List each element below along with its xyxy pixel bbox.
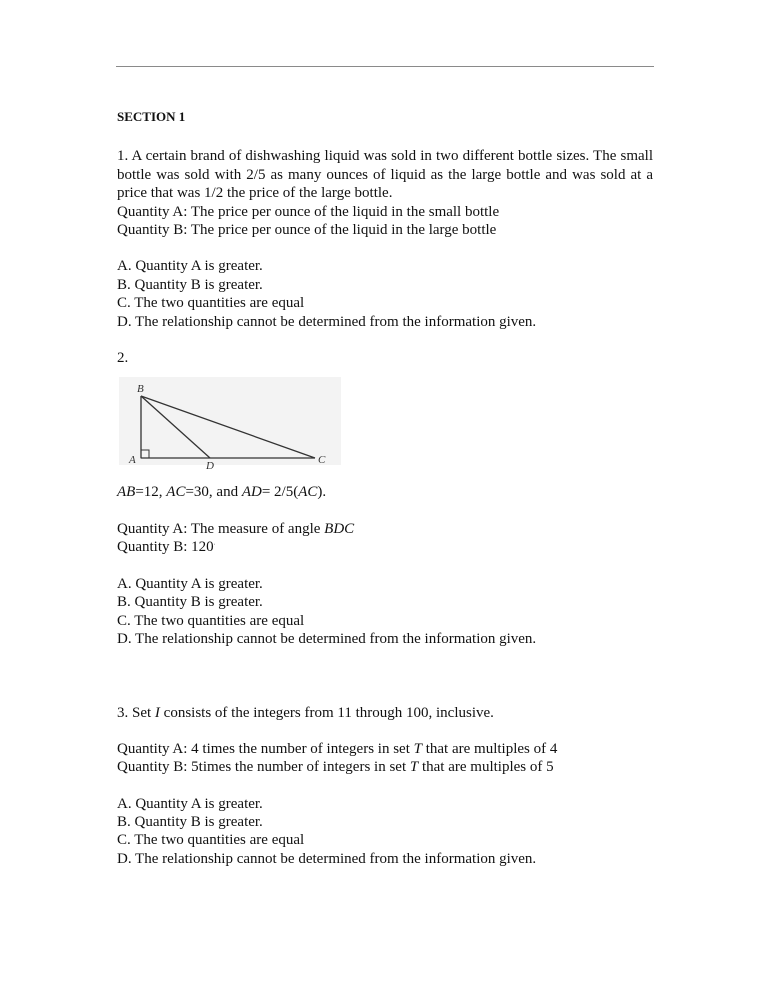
q2-choices xyxy=(117,575,653,649)
given-ab-value: =12, xyxy=(135,484,167,501)
segment-bd xyxy=(141,396,210,458)
q2-choice-b[interactable]: B. Quantity B is greater. xyxy=(117,594,263,611)
q1-choice-d[interactable]: D. The relationship cannot be determined from the information given. xyxy=(117,313,537,330)
section-heading: SECTION 1 xyxy=(117,109,186,124)
triangle-figure xyxy=(119,377,341,473)
right-angle-marker xyxy=(141,450,149,458)
q1-choice-a[interactable]: A. Quantity A is greater. xyxy=(117,258,263,275)
q3-set-name: I xyxy=(154,705,160,722)
q3-stem-prefix: 3. Set xyxy=(117,705,155,722)
q2-choice-d[interactable]: D. The relationship cannot be determined from the information given. xyxy=(117,630,537,647)
given-ac-ref: AC xyxy=(298,484,318,501)
q3-quantity-a xyxy=(117,740,653,758)
given-close: ). xyxy=(317,484,327,501)
q3-quantity-b xyxy=(117,758,653,776)
q1-choices xyxy=(117,257,653,331)
q3-quantity-b-set: T xyxy=(409,759,419,776)
q3-choice-b[interactable]: B. Quantity B is greater. xyxy=(117,813,263,830)
q2-choice-a[interactable]: A. Quantity A is greater. xyxy=(117,575,263,592)
label-d: D xyxy=(206,460,214,473)
q3-quantity-a-prefix: Quantity A: 4 times the number of integers in set xyxy=(117,740,414,757)
q2-angle-name: BDC xyxy=(324,520,355,537)
segment-bc xyxy=(141,396,315,458)
q1-choice-b[interactable]: B. Quantity B is greater. xyxy=(117,276,263,293)
q2-quantity-a xyxy=(117,520,653,538)
q3-quantities xyxy=(117,740,653,777)
q2-given xyxy=(117,483,653,501)
label-b: B xyxy=(137,383,144,396)
q2-quantity-a-text: Quantity A: The measure of angle xyxy=(117,520,325,537)
question-3 xyxy=(117,704,653,868)
q2-quantities xyxy=(117,520,653,557)
q3-quantity-a-set: T xyxy=(413,740,422,757)
q1-quantity-b: Quantity B: The price per ounce of the liquid in the large bottle xyxy=(117,222,497,239)
q1-stem: 1. A certain brand of dishwashing liquid was sold in two different bottle sizes. The small bottle was sold with 2/5 as many ounces of liquid as the large bottle and was sold at a price that was 1/2 the price of the large bottle. xyxy=(117,148,653,202)
question-2 xyxy=(117,349,653,648)
q3-stem-suffix: consists of the integers from 11 through 100, inclusive. xyxy=(159,705,494,722)
triangle-diagram xyxy=(119,377,341,473)
q3-quantity-b-prefix: Quantity B: 5times the number of integers in set xyxy=(117,759,410,776)
q1-quantity-a: Quantity A: The price per ounce of the liquid in the small bottle xyxy=(117,203,500,220)
given-ac: AC xyxy=(166,484,186,501)
given-ad: AD xyxy=(241,484,262,501)
question-1 xyxy=(117,147,653,331)
q2-quantity-b-text: Quantity B: 120 xyxy=(117,539,214,556)
q1-choice-c[interactable]: C. The two quantities are equal xyxy=(117,295,305,312)
header-rule xyxy=(116,66,654,67)
q3-quantity-a-suffix: that are multiples of 4 xyxy=(421,740,558,757)
document-body xyxy=(117,108,653,868)
q3-quantity-b-suffix: that are multiples of 5 xyxy=(418,759,554,776)
q3-choice-d[interactable]: D. The relationship cannot be determined from the information given. xyxy=(117,850,537,867)
given-ac-value: =30, and xyxy=(185,484,242,501)
given-ab: AB xyxy=(117,484,136,501)
degree-mark: · xyxy=(213,542,216,549)
label-c: C xyxy=(318,454,326,467)
q3-choice-c[interactable]: C. The two quantities are equal xyxy=(117,832,305,849)
q3-stem xyxy=(117,704,653,722)
q2-choice-c[interactable]: C. The two quantities are equal xyxy=(117,612,305,629)
q2-quantity-b xyxy=(117,538,653,556)
given-ad-value: = 2/5( xyxy=(261,484,299,501)
q3-choice-a[interactable]: A. Quantity A is greater. xyxy=(117,795,263,812)
q3-choices xyxy=(117,795,653,869)
label-a: A xyxy=(129,454,136,467)
q2-number: 2. xyxy=(117,350,129,367)
